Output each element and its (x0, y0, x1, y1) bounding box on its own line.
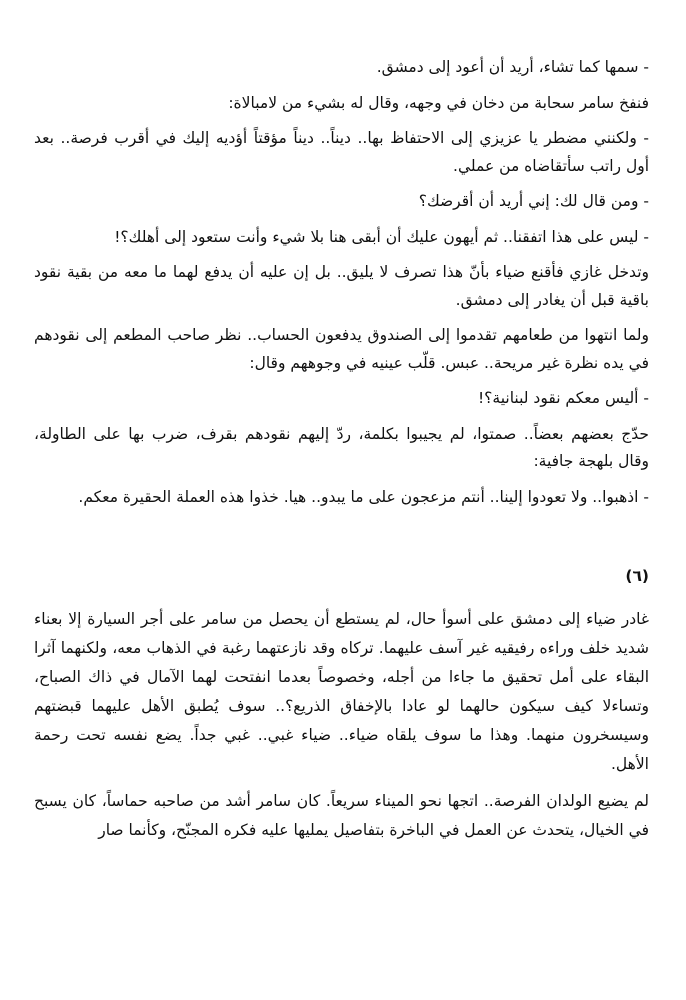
section-spacer (34, 519, 649, 563)
paragraph: - ومن قال لك: إني أريد أن أقرضك؟ (418, 192, 649, 210)
section-six (34, 605, 649, 845)
paragraph: - ولكنني مضطر يا عزيزي إلى الاحتفاظ بها.. ديناً.. ديناً مؤقتاً أؤديه إليك في أقرب فرصة.. بعد أول راتب سأتقاضاه من عملي. (34, 129, 649, 175)
paragraph: - أليس معكم نقود لبنانية؟! (477, 389, 649, 407)
paragraph: - ليس على هذا اتفقنا.. ثم أيهون عليك أن أبقى هنا بلا شيء وأنت ستعود إلى أهلك؟! (114, 227, 649, 246)
paragraph: - سمها كما تشاء، أريد أن أعود إلى دمشق. (376, 58, 649, 76)
paragraph: ولما انتهوا من طعامهم تقدموا إلى الصندوق يدفعون الحساب.. نظر صاحب المطعم إلى نقودهم في يده نظرة غير مريحة.. عبس. قلّب عينيه في وجوههم وقال: (34, 326, 649, 372)
section-heading: (٦) (625, 567, 649, 585)
section-five-continued (34, 54, 649, 511)
paragraph: لم يضيع الولدان الفرصة.. اتجها نحو الميناء سريعاً. كان سامر أشد من صاحبه حماساً، كان يسبح في الخيال، يتحدث عن العمل في الباخرة بتفاصيل يمليها عليه فكره المجنّح، وكأنما صار (34, 791, 649, 839)
paragraph: - اذهبوا.. ولا تعودوا إلينا.. أنتم مزعجون على ما يبدو.. هيا. خذوا هذه العملة الحقيرة معكم. (78, 487, 649, 506)
paragraph: غادر ضياء إلى دمشق على أسوأ حال، لم يستطع أن يحصل من سامر على أجر السيارة إلا بعناء شديد خلف وراءه رفيقيه غير آسف عليهما. تركاه وقد نازعتهما رغبة في الذهاب معه، ولكنهما آثرا البقاء على أمل تحقيق ما جاءا من أجله، وخصوصاً بعدما انفتحت لهما الآمال في ذاك الصباح، وتساءلا كيف سيكون حالهما لو عادا بالإخفاق الذريع؟.. سوف يُطبق الأهل عليهما قبضتهم وسيسخرون منهما. وهذا ما سوف يلقاه ضياء.. ضياء غبي.. غبي جداً. يضع نفسه تحت رحمة الأهل. (34, 609, 649, 773)
paragraph: وتدخل غازي فأقنع ضياء بأنّ هذا تصرف لا يليق.. بل إن عليه أن يدفع لهما ما معه من بقية نقود باقية قبل أن يغادر إلى دمشق. (34, 263, 649, 309)
paragraph: فنفخ سامر سحابة من دخان في وجهه، وقال له بشيء من لامبالاة: (228, 93, 649, 112)
paragraph: حدّج بعضهم بعضاً.. صمتوا، لم يجيبوا بكلمة، ردّ إليهم نقودهم بقرف، ضرب بها على الطاولة، وقال بلهجة جافية: (34, 424, 649, 470)
